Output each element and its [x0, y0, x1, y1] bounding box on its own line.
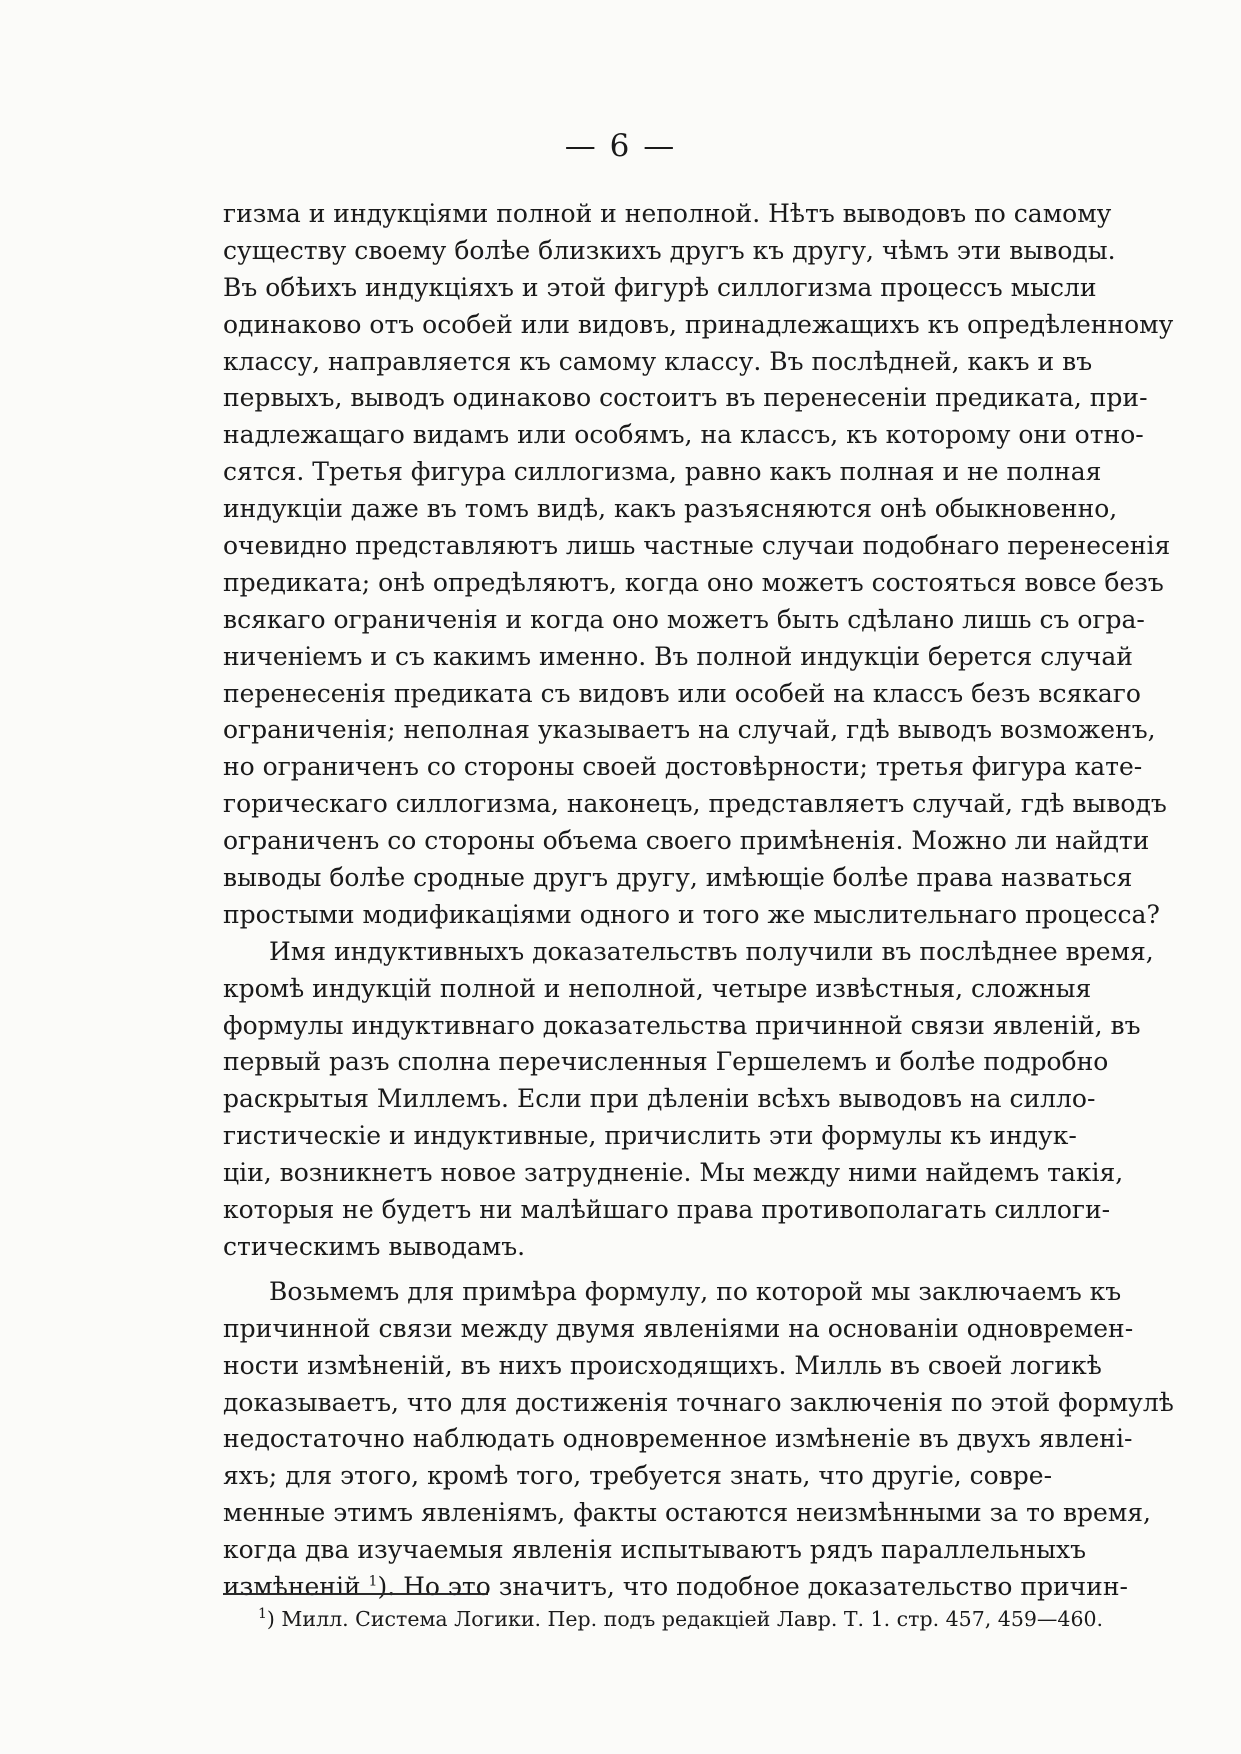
text-line: стическимъ выводамъ.: [223, 1231, 526, 1261]
text-line: всякаго ограниченія и когда оно можетъ быть сдѣлано лишь съ огра-: [223, 604, 1145, 634]
text-line: когда два изучаемыя явленія испытываютъ рядъ параллельныхъ: [223, 1535, 1087, 1565]
text-line: ограниченія; неполная указываетъ на случай, гдѣ выводъ возможенъ,: [223, 715, 1156, 745]
text-line: причинной связи между двумя явленіями на основаніи одновремен-: [223, 1313, 1134, 1343]
text-line: гизма и индукціями полной и неполной. Нѣтъ выводовъ по самому: [223, 199, 1112, 228]
text-line: одинаково отъ особей или видовъ, принадлежащихъ къ опредѣленному: [223, 309, 1174, 339]
text-fragment: ). Но это значитъ, что подобное доказательство причин-: [377, 1571, 1128, 1601]
text-line: первый разъ сполна перечисленныя Гершелемъ и болѣе подробно: [223, 1047, 1109, 1077]
text-line: недостаточно наблюдать одновременное измѣненіе въ двухъ явлені-: [223, 1424, 1133, 1454]
text-line: доказываетъ, что для достиженія точнаго заключенія по этой формулѣ: [223, 1387, 1174, 1417]
text-line: ниченіемъ и съ какимъ именно. Въ полной индукціи берется случай: [223, 641, 1133, 671]
footnote-divider: [223, 1593, 488, 1595]
text-line: ограниченъ со стороны объема своего примѣненія. Можно ли найдти: [223, 826, 1150, 856]
text-line: яхъ; для этого, кромѣ того, требуется знать, что другіе, совре-: [223, 1461, 1053, 1491]
footnote-text: ) Милл. Система Логики. Пер. подъ редакціей Лавр. Т. 1. стр. 457, 459—460.: [266, 1607, 1104, 1631]
text-line: горическаго силлогизма, наконецъ, представляетъ случай, гдѣ выводъ: [223, 789, 1167, 819]
paragraph-1: [223, 196, 1174, 934]
text-line: Имя индуктивныхъ доказательствъ получили въ послѣднее время,: [269, 936, 1154, 966]
body-text: [223, 196, 1174, 1606]
footnote: [258, 1604, 1104, 1634]
text-line: кромѣ индукцій полной и неполной, четыре извѣстныя, сложныя: [223, 973, 1092, 1003]
text-line: перенесенія предиката съ видовъ или особей на классъ безъ всякаго: [223, 678, 1141, 708]
paragraph-3: [223, 1274, 1174, 1606]
footnote-reference[interactable]: 1: [368, 1573, 378, 1590]
paragraph-gap: [223, 1266, 1035, 1274]
text-line: Въ обѣихъ индукціяхъ и этой фигурѣ силлогизма процессъ мысли: [223, 272, 1097, 302]
text-line-with-footnote-ref: [223, 1569, 1128, 1606]
footnote-marker: 1: [258, 1606, 267, 1623]
page-number: — 6 —: [564, 128, 677, 164]
text-line: первыхъ, выводъ одинаково состоитъ въ перенесеніи предиката, при-: [223, 383, 1148, 413]
text-line: предиката; онѣ опредѣляютъ, когда оно можетъ состояться вовсе безъ: [223, 567, 1164, 597]
text-line: Возьмемъ для примѣра формулу, по которой мы заключаемъ къ: [269, 1276, 1122, 1306]
text-line: раскрытыя Миллемъ. Если при дѣленіи всѣхъ выводовъ на силло-: [223, 1084, 1096, 1114]
text-line: надлежащаго видамъ или особямъ, на классъ, къ которому они отно-: [223, 420, 1144, 450]
text-line: ности измѣненій, въ нихъ происходящихъ. Милль въ своей логикѣ: [223, 1350, 1102, 1380]
text-line: существу своему болѣе близкихъ другъ къ другу, чѣмъ эти выводы.: [223, 235, 1116, 265]
text-line: сятся. Третья фигура силлогизма, равно какъ полная и не полная: [223, 457, 1102, 487]
text-line: которыя не будетъ ни малѣйшаго права противополагать силлоги-: [223, 1195, 1111, 1225]
text-line: менные этимъ явленіямъ, факты остаются неизмѣнными за то время,: [223, 1498, 1151, 1528]
text-line: гистическіе и индуктивные, причислить эти формулы къ индук-: [223, 1121, 1077, 1151]
text-line: индукціи даже въ томъ видѣ, какъ разъясняются онѣ обыкновенно,: [223, 494, 1118, 524]
text-line: классу, направляется къ самому классу. Въ послѣдней, какъ и въ: [223, 346, 1093, 376]
text-line: формулы индуктивнаго доказательства причинной связи явленій, въ: [223, 1010, 1141, 1040]
paragraph-2: [223, 934, 1154, 1266]
text-fragment: измѣненій: [223, 1571, 369, 1601]
text-line: простыми модификаціями одного и того же мыслительнаго процесса?: [223, 899, 1160, 929]
text-line: очевидно представляютъ лишь частные случаи подобнаго перенесенія: [223, 531, 1171, 561]
text-line: ціи, возникнетъ новое затрудненіе. Мы между ними найдемъ такія,: [223, 1158, 1124, 1188]
text-line: но ограниченъ со стороны своей достовѣрности; третья фигура кате-: [223, 752, 1143, 782]
text-line: выводы болѣе сродные другъ другу, имѣющіе болѣе права назваться: [223, 863, 1133, 893]
